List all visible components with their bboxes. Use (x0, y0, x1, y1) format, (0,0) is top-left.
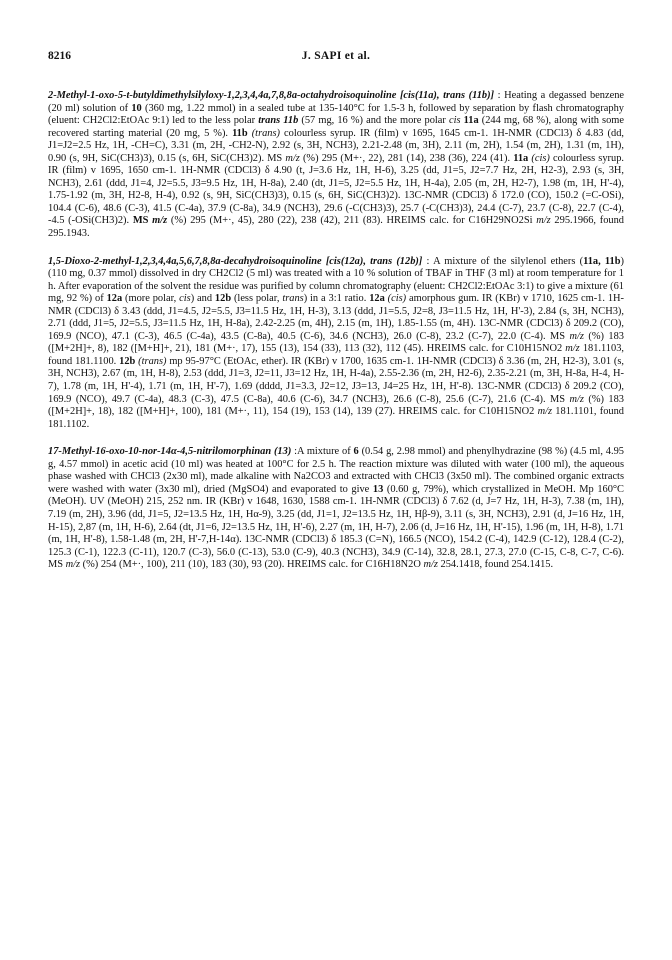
body-text-run: (244 mg, 68 %), along with some recovered starting material (20 mg, 5 %). (48, 115, 624, 139)
body-text-run: mp 95-97°C (EtOAc, ether). IR (KBr) v 1700, 1635 cm-1. 1H-NMR (CDCl3) δ 3.36 (m, 2H, H2-3), 3.01 (s, 3H, NCH3), 2.67 (m, 1H, H-8), 2.53 (ddd, J1=3, J2=11, J3=12 Hz, 1H, H-4a), 2.55-2.36 (m, 2H, H2-6), 2.35-2.21 (m, 3H, H-8a, H-4, H-7), 1.78 (m, 1H, H'-4), 1.71 (m, 1H, H'-7), 1.69 (dddd, J1=3.3, J2=12, J3=13, J4=25 Hz, 1H, H'-8). 13C-NMR (CDCl3) δ 209.2 (CO), 169.9 (NCO), 49.7 (C-4a), 48.3 (C-3), 47.5 (C-8a), 40.6 (C-6), 34.7 (NCH3), 26.6 (C-8), 25.6 (C-7), 21.6 (C-4). MS (48, 355, 624, 405)
italic-term: m/z (536, 215, 551, 227)
compound-heading: 1,5-Dioxo-2-methyl-1,2,3,4,4a,5,6,7,8,8a-decahydroisoquinoline [cis(12a), trans (12b)] (48, 255, 423, 267)
body-text-run: ) (110 mg, 0.37 mmol) dissolved in dry CH2Cl2 (5 ml) was treated with a 10 % solution of TBAF in THF (3 ml) at room temperature for 1 h. After evaporation of the solvent the residue was purified by column chromatography (eluent: CH2Cl2:EtOAc 3:1) to give a mixture (61 mg, 92 %) of (48, 255, 624, 305)
body-text-run: : A mixture of the silylenol ethers ( (422, 255, 584, 267)
italic-term: (trans) (251, 127, 281, 139)
body-text-run: (0.54 g, 2.98 mmol) and phenylhydrazine (98 %) (4.5 ml, 4.95 g, 4.57 mmol) in acetic acid (10 ml) was heated at 100°C for 2.5 h. The reaction mixture was diluted with water (100 ml), the aqueous phase washed with CHCl3 (2x30 ml), made alkaline with Na2CO3 and extracted with CHCl3 (3x50 ml). The combined organic extracts were washed with water (3x30 ml), dried (MgSO4) and evaporated to give (48, 446, 624, 495)
paragraph-compound-12 (48, 256, 624, 432)
compound-heading: 2-Methyl-1-oxo-5-t-butyldimethylsilyloxy-1,2,3,4,4a,7,8,8a-octahydroisoquinoline [cis(11a), trans (11b)] (48, 90, 495, 101)
italic-term: m/z (569, 393, 584, 405)
compound-number: 11a (513, 152, 529, 164)
body-text-run: : Heating a degassed benzene (20 ml) solution of (48, 90, 624, 114)
paragraph-compound-13 (48, 446, 624, 571)
compound-number: 10 (131, 102, 142, 114)
body-text-run: (0.60 g, 79%), which crystallized in MeOH. Mp 160°C (MeOH). UV (MeOH) 215, 252 nm. IR (KBr) v 1648, 1630, 1588 cm-1. 1H-NMR (CDCl3) δ 7.62 (d, J=7 Hz, 1H, H-3), 7.38 (m, 1H), 7.19 (m, 2H), 3.96 (dd, J1=5, J2=13.5 Hz, 1H, Hα-9), 3.25 (dd, J1=1, J2=13.5 Hz, 1H, Hβ-9), 3.11 (s, 3H, NCH3), 2.91 (d, J=16 Hz, 1H, H-15), 2,87 (m, 1H, H-6), 2.64 (dt, J1=6, J2=13.5 Hz, 1H, H'-6), 2.27 (m, 1H, H-7), 2.06 (d, J=16 Hz, 1H, H'-15), 1.96 (m, 1H, H-8), 1.71 (m, 1H, H'-8), 1.58-1.48 (m, 2H, H'-7,H-14α). 13C-NMR (CDCl3) δ 185.3 (C=N), 166.5 (NCO), 154.2 (C-4), 142.9 (C-12), 128.4 (C-2), 125.3 (C-1), 122.3 (C-11), 120.7 (C-3), 56.0 (C-13), 53.0 (C-9), 40.3 (NCH3), 34.9 (C-14), 32.8, 28.1, 27.3, 27.0 (C-15, C-8, C-7, C-6). MS (48, 483, 624, 571)
italic-term: m/z (423, 559, 438, 571)
body-text-run: (%) 295 (M+·, 45), 280 (22), 238 (42), 211 (83). HREIMS calc. for C16H29NO2Si (167, 215, 537, 227)
compound-number: 11a (463, 115, 479, 127)
running-header-authors: J. SAPI et al. (301, 50, 371, 62)
italic-term: m/z (65, 559, 81, 571)
italic-term: m/z (569, 330, 584, 342)
compound-number: 12a (106, 293, 123, 305)
bold-italic-term: trans 11b (258, 115, 299, 127)
italic-term: cis (179, 293, 191, 305)
body-text-run: (360 mg, 1.22 mmol) in a sealed tube at 135-140°C for 1.5-3 h, followed by separation by flash chromatography (eluent: CH2Cl2:EtOAc 9:1) led to the less polar (48, 102, 625, 127)
body-text-run: 254.1418, found 254.1415. (437, 559, 554, 571)
italic-term: (cis) (387, 293, 407, 305)
body-text-run: (%) 254 (M+·, 100), 211 (10), 183 (30), 93 (20). HREIMS calc. for C16H18N2O (80, 559, 424, 571)
compound-number: 12a (369, 293, 385, 305)
compound-number: 11b (232, 127, 248, 139)
compound-number: 13 (372, 483, 384, 495)
body-text-run: (%) 295 (M+·, 22), 281 (14), 238 (36), 224 (41). (299, 152, 514, 164)
body-text-run: (more polar, (122, 293, 180, 305)
italic-term: m/z (565, 343, 580, 355)
italic-term: m/z (537, 406, 553, 418)
compound-number: 12b (119, 355, 136, 367)
body-text-run: colourless syrup. IR (film) v 1695, 1645 cm-1. 1H-NMR (CDCl3) δ 4.83 (dd, J1=J2=2.5 Hz, 1H, -CH=C), 3.31 (m, 2H, -CH2-N), 2.92 (s, 3H, NCH3), 2.21-2.48 (m, 3H), 2.11 (m, 2H), 1.54 (m, 2H), 1.31 (m, 1H), 0.90 (s, 9H, SiC(CH3)3), 0.15 (s, 6H, SiC(CH3)2). MS (48, 127, 624, 164)
compound-heading: 17-Methyl-16-oxo-10-nor-14α-4,5-nitrilomorphinan (13) (48, 446, 292, 458)
body-text-run: 295.1966, found 295.1943. (48, 215, 624, 240)
body-text-run: :A mixture of (291, 446, 354, 458)
body-text-run: ) in a 3:1 ratio. (303, 293, 370, 305)
body-text-run: colourless syrup. IR (film) v 1695, 1650 cm-1. 1H-NMR (CDCl3) δ 4.90 (t, J=3.6 Hz, 1H, H-6), 3.25 (dd, J1=5, J2=7.7 Hz, 2H, H2-3), 2.93 (s, 3H, NCH3), 2.61 (ddd, J1=4, J2=5.5, J3=9.5 Hz, 1H, H-8a), 2.40 (dt, J1=5, J2=5.5 Hz, 1H, H-4a), 2.05 (m, 2H, H2-7), 1.98 (m, 1H, H'-4), 1.75-1.92 (m, 3H, H2-8, H-4), 0.92 (s, 9H, SiC(CH3)3), 0.15 (s, 6H, SiC(CH3)2). 13C-NMR (CDCl3) δ 172.0 (CO), 150.2 (=C-OSi), 104.4 (C-6), 48.6 (C-3), 41.5 (C-4a), 37.9 (C-8a), 34.9 (NCH3), 29.6 (-C(CH3)3), 25.7 (-C(CH3)3), 24.4 (C-7), 23.7 (C-8), 22.7 (C-4), -4.5 (-OSi(CH3)2). (48, 152, 624, 227)
body-text-run: (less polar, (231, 293, 283, 305)
body-text-run: 181.1101, found 181.1102. (48, 406, 625, 430)
body-text-run: (57 mg, 16 %) and the more polar (298, 115, 449, 127)
italic-term: m/z (285, 152, 300, 164)
experimental-section (48, 90, 624, 587)
italic-term: (cis) (531, 152, 550, 164)
compound-number: 12b (214, 293, 232, 305)
bold-italic-term: m/z (152, 215, 168, 227)
running-header (48, 50, 624, 66)
body-text-run: amorphous gum. IR (KBr) v 1710, 1625 cm-1. 1H-NMR (CDCl3) δ 3.43 (ddd, J1=4.5, J2=5.5, J3=11.5 Hz, 1H, H-3), 3.13 (ddd, J1=5.5, J2=8, J3=11.5 Hz, 1H, H'-3), 2.84 (s, 3H, NCH3), 2.71 (ddd, J1=5, J2=5.5, J3=11.5 Hz, 1H, H-8a), 2.42-2.25 (m, 4H), 2.15 (m, 1H), 1.85-1.55 (m, 4H). 13C-NMR (CDCl3) δ 209.2 (CO), 169.9 (NCO), 47.1 (C-3), 46.5 (C-4a), 43.5 (C-8a), 40.5 (C-6), 34.6 (NCH3), 26.0 (C-8), 23.2 (C-7), 22.0 (C-4). MS (48, 293, 624, 342)
italic-term: (trans) (138, 355, 167, 367)
body-text-run: (%) 183 ([M+2H]+, 18), 182 ([M+H]+, 100), 181 (M+·, 11), 154 (19), 153 (14), 139 (27). HREIMS calc. for C10H15NO2 (48, 393, 625, 418)
compound-number: 6 (353, 446, 359, 458)
page-number: 8216 (48, 50, 71, 62)
compound-number: MS (132, 215, 149, 227)
body-text-run: 181.1103, found 181.1100. (48, 343, 624, 367)
compound-number: 11a, 11b (583, 255, 621, 267)
paragraph-compound-11 (48, 90, 624, 241)
italic-term: cis (448, 115, 461, 127)
body-text-run: (%) 183 ([M+2H]+, 8), 182 ([M+H]+, 21), 181 (M+·, 17), 155 (13), 154 (33), 113 (32), 112 (45). HREIMS calc. for C10H15NO2 (48, 330, 625, 355)
italic-term: trans (282, 293, 304, 305)
body-text-run: ) and (190, 293, 215, 305)
